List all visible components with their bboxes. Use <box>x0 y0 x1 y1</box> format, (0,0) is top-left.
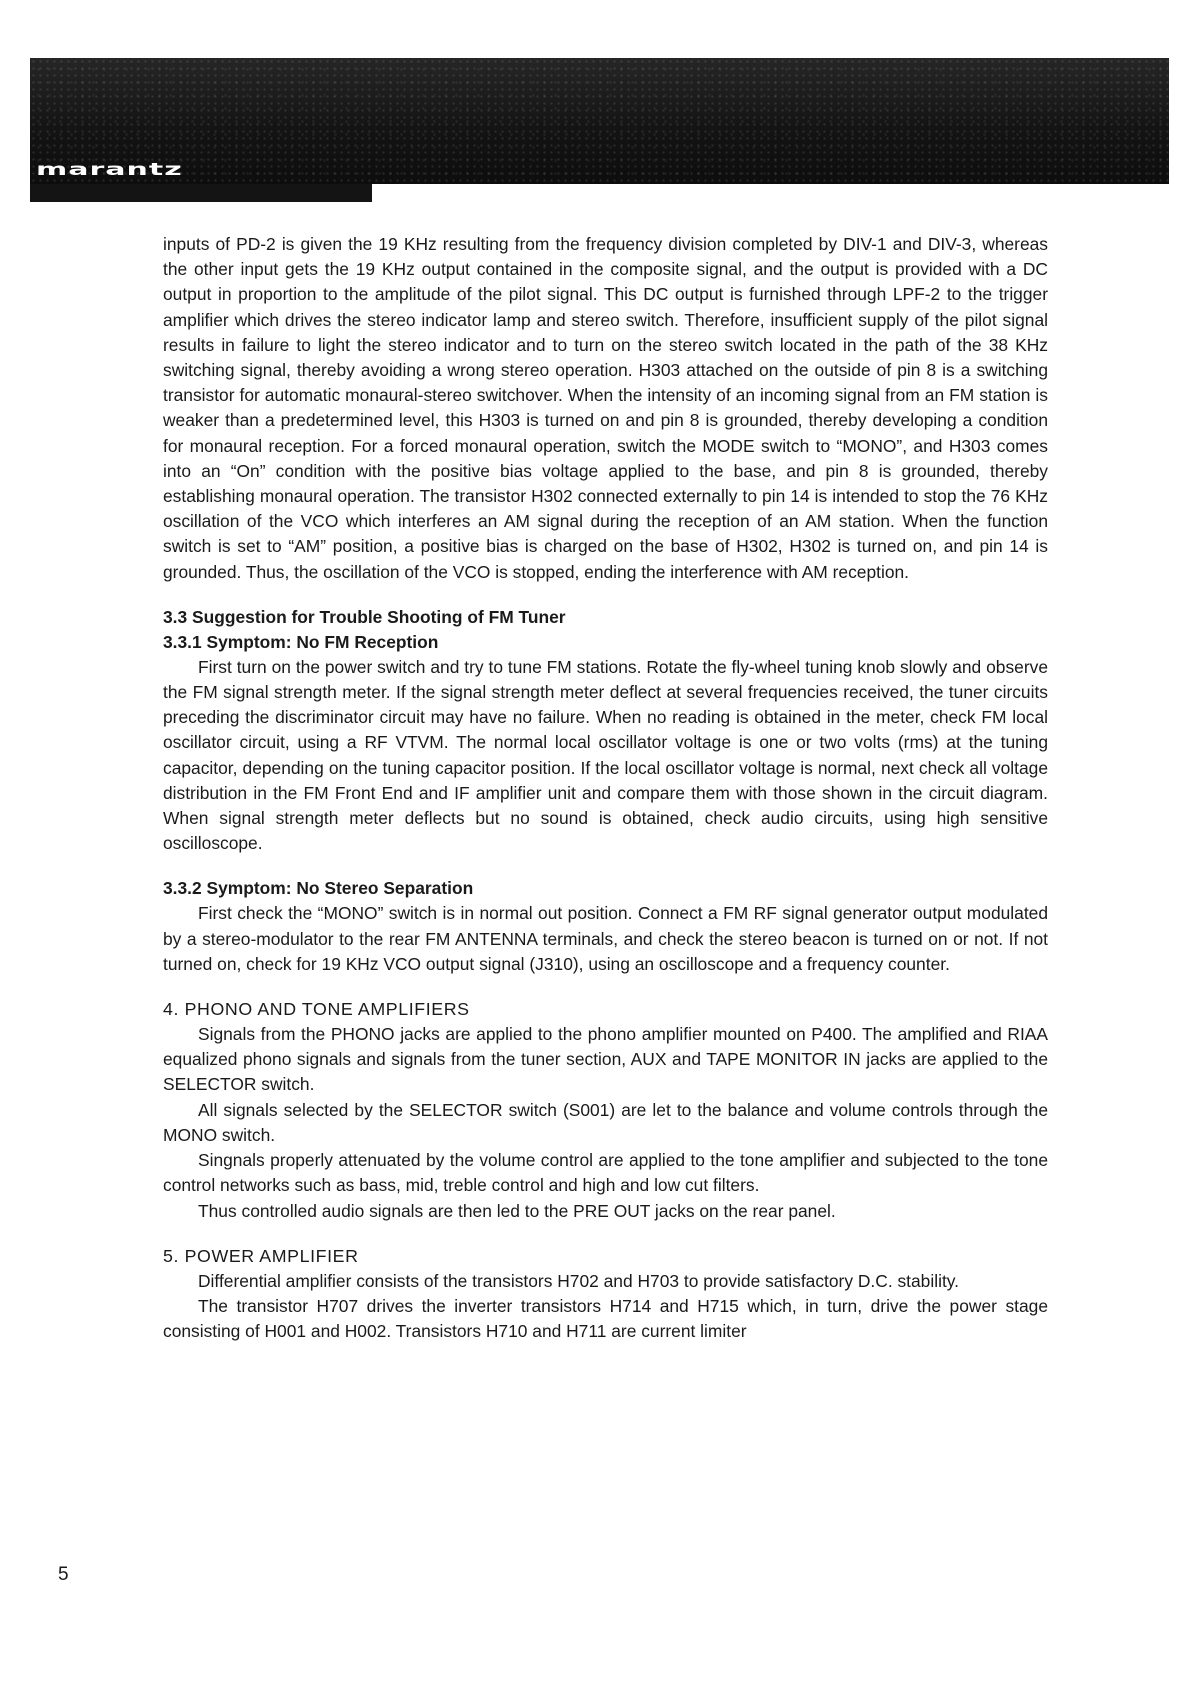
section-3-3-1-heading: 3.3.1 Symptom: No FM Reception <box>163 631 439 652</box>
brand-logo: marantz <box>36 160 183 180</box>
page-number: 5 <box>58 1564 69 1585</box>
section-4-paragraph-2: All signals selected by the SELECTOR switch (S001) are let to the balance and volume controls through the MONO switch. <box>163 1099 1048 1145</box>
section-4-paragraph-4: Thus controlled audio signals are then led to the PRE OUT jacks on the rear panel. <box>198 1200 836 1221</box>
section-3-3-1-text: First turn on the power switch and try to tune FM stations. Rotate the fly-wheel tuning knob slowly and observe the FM signal strength meter. If the signal strength meter deflect at several frequencies received, the tuner circuits preceding the discriminator circuit may have no failure. When no reading is obtained in the meter, check FM local oscillator circuit, using a RF VTVM. The normal local oscillator voltage is one or two volts (rms) at the tuning capacitor, depending on the tuning capacitor position. If the local oscillator voltage is normal, next check all voltage distribution in the FM Front End and IF amplifier unit and compare them with those shown in the circuit diagram. When signal strength meter deflects but no sound is obtained, check audio circuits, using high sensitive oscilloscope. <box>163 656 1048 854</box>
section-4-paragraph-3: Singnals properly attenuated by the volume control are applied to the tone amplifier and subjected to the tone control networks such as bass, mid, treble control and high and low cut filters. <box>163 1150 1048 1196</box>
section-5-heading: 5. POWER AMPLIFIER <box>163 1245 359 1266</box>
spacer <box>163 585 1048 605</box>
spacer <box>163 1224 1048 1244</box>
section-3-3-heading: 3.3 Suggestion for Trouble Shooting of FM Tuner <box>163 606 566 627</box>
section-5-paragraph-1: Differential amplifier consists of the transistors H702 and H703 to provide satisfactory D.C. stability. <box>198 1270 960 1291</box>
intro-paragraph: inputs of PD-2 is given the 19 KHz resulting from the frequency division completed by DIV-1 and DIV-3, whereas the other input gets the 19 KHz output contained in the composite signal, and the output is provided with a DC output in proportion to the amplitude of the pilot signal. This DC output is furnished through LPF-2 to the trigger amplifier which drives the stereo indicator lamp and stereo switch. Therefore, insufficient supply of the pilot signal results in failure to light the stereo indicator and to turn on the stereo switch located in the path of the 38 KHz switching signal, thereby avoiding a wrong stereo operation. H303 attached on the outside of pin 8 is a switching transistor for automatic monaural-stereo switchover. When the intensity of an incoming signal from an FM station is weaker than a predetermined level, this H303 is turned on and pin 8 is grounded, thereby developing a condition for monaural reception. For a forced monaural operation, switch the MODE switch to “MONO”, and H303 comes into an “On” condition with the positive bias voltage applied to the base, and pin 8 is grounded, thereby establishing monaural operation. The transistor H302 connected externally to pin 14 is intended to stop the 76 KHz oscillation of the VCO which interferes an AM signal during the reception of an AM station. When the function switch is set to “AM” position, a positive bias is charged on the base of H302, H302 is turned on, and pin 14 is grounded. Thus, the oscillation of the VCO is stopped, ending the interference with AM reception. <box>163 234 1048 582</box>
spacer <box>163 977 1048 997</box>
section-4-heading: 4. PHONO AND TONE AMPLIFIERS <box>163 999 470 1020</box>
section-3-3-2-heading: 3.3.2 Symptom: No Stereo Separation <box>163 878 474 899</box>
section-3-3-2-text: First check the “MONO” switch is in normal out position. Connect a FM RF signal generator output modulated by a stereo-modulator to the rear FM ANTENNA terminals, and check the stereo beacon is turned on or not. If not turned on, check for 19 KHz VCO output signal (J310), using an oscilloscope and a frequency counter. <box>163 903 1048 974</box>
header-notch <box>372 184 1169 202</box>
section-5-paragraph-2: The transistor H707 drives the inverter transistors H714 and H715 which, in turn, drive the power stage consisting of H001 and H002. Transistors H710 and H711 are current limiter <box>163 1295 1048 1342</box>
spacer <box>163 856 1048 876</box>
page-content <box>163 232 1048 1344</box>
section-4-paragraph-1: Signals from the PHONO jacks are applied to the phono amplifier mounted on P400. The amplified and RIAA equalized phono signals and signals from the tuner section, AUX and TAPE MONITOR IN jacks are applied to the SELECTOR switch. <box>163 1024 1048 1095</box>
header-logo-tab <box>30 184 372 202</box>
header-banner <box>30 58 1169 184</box>
